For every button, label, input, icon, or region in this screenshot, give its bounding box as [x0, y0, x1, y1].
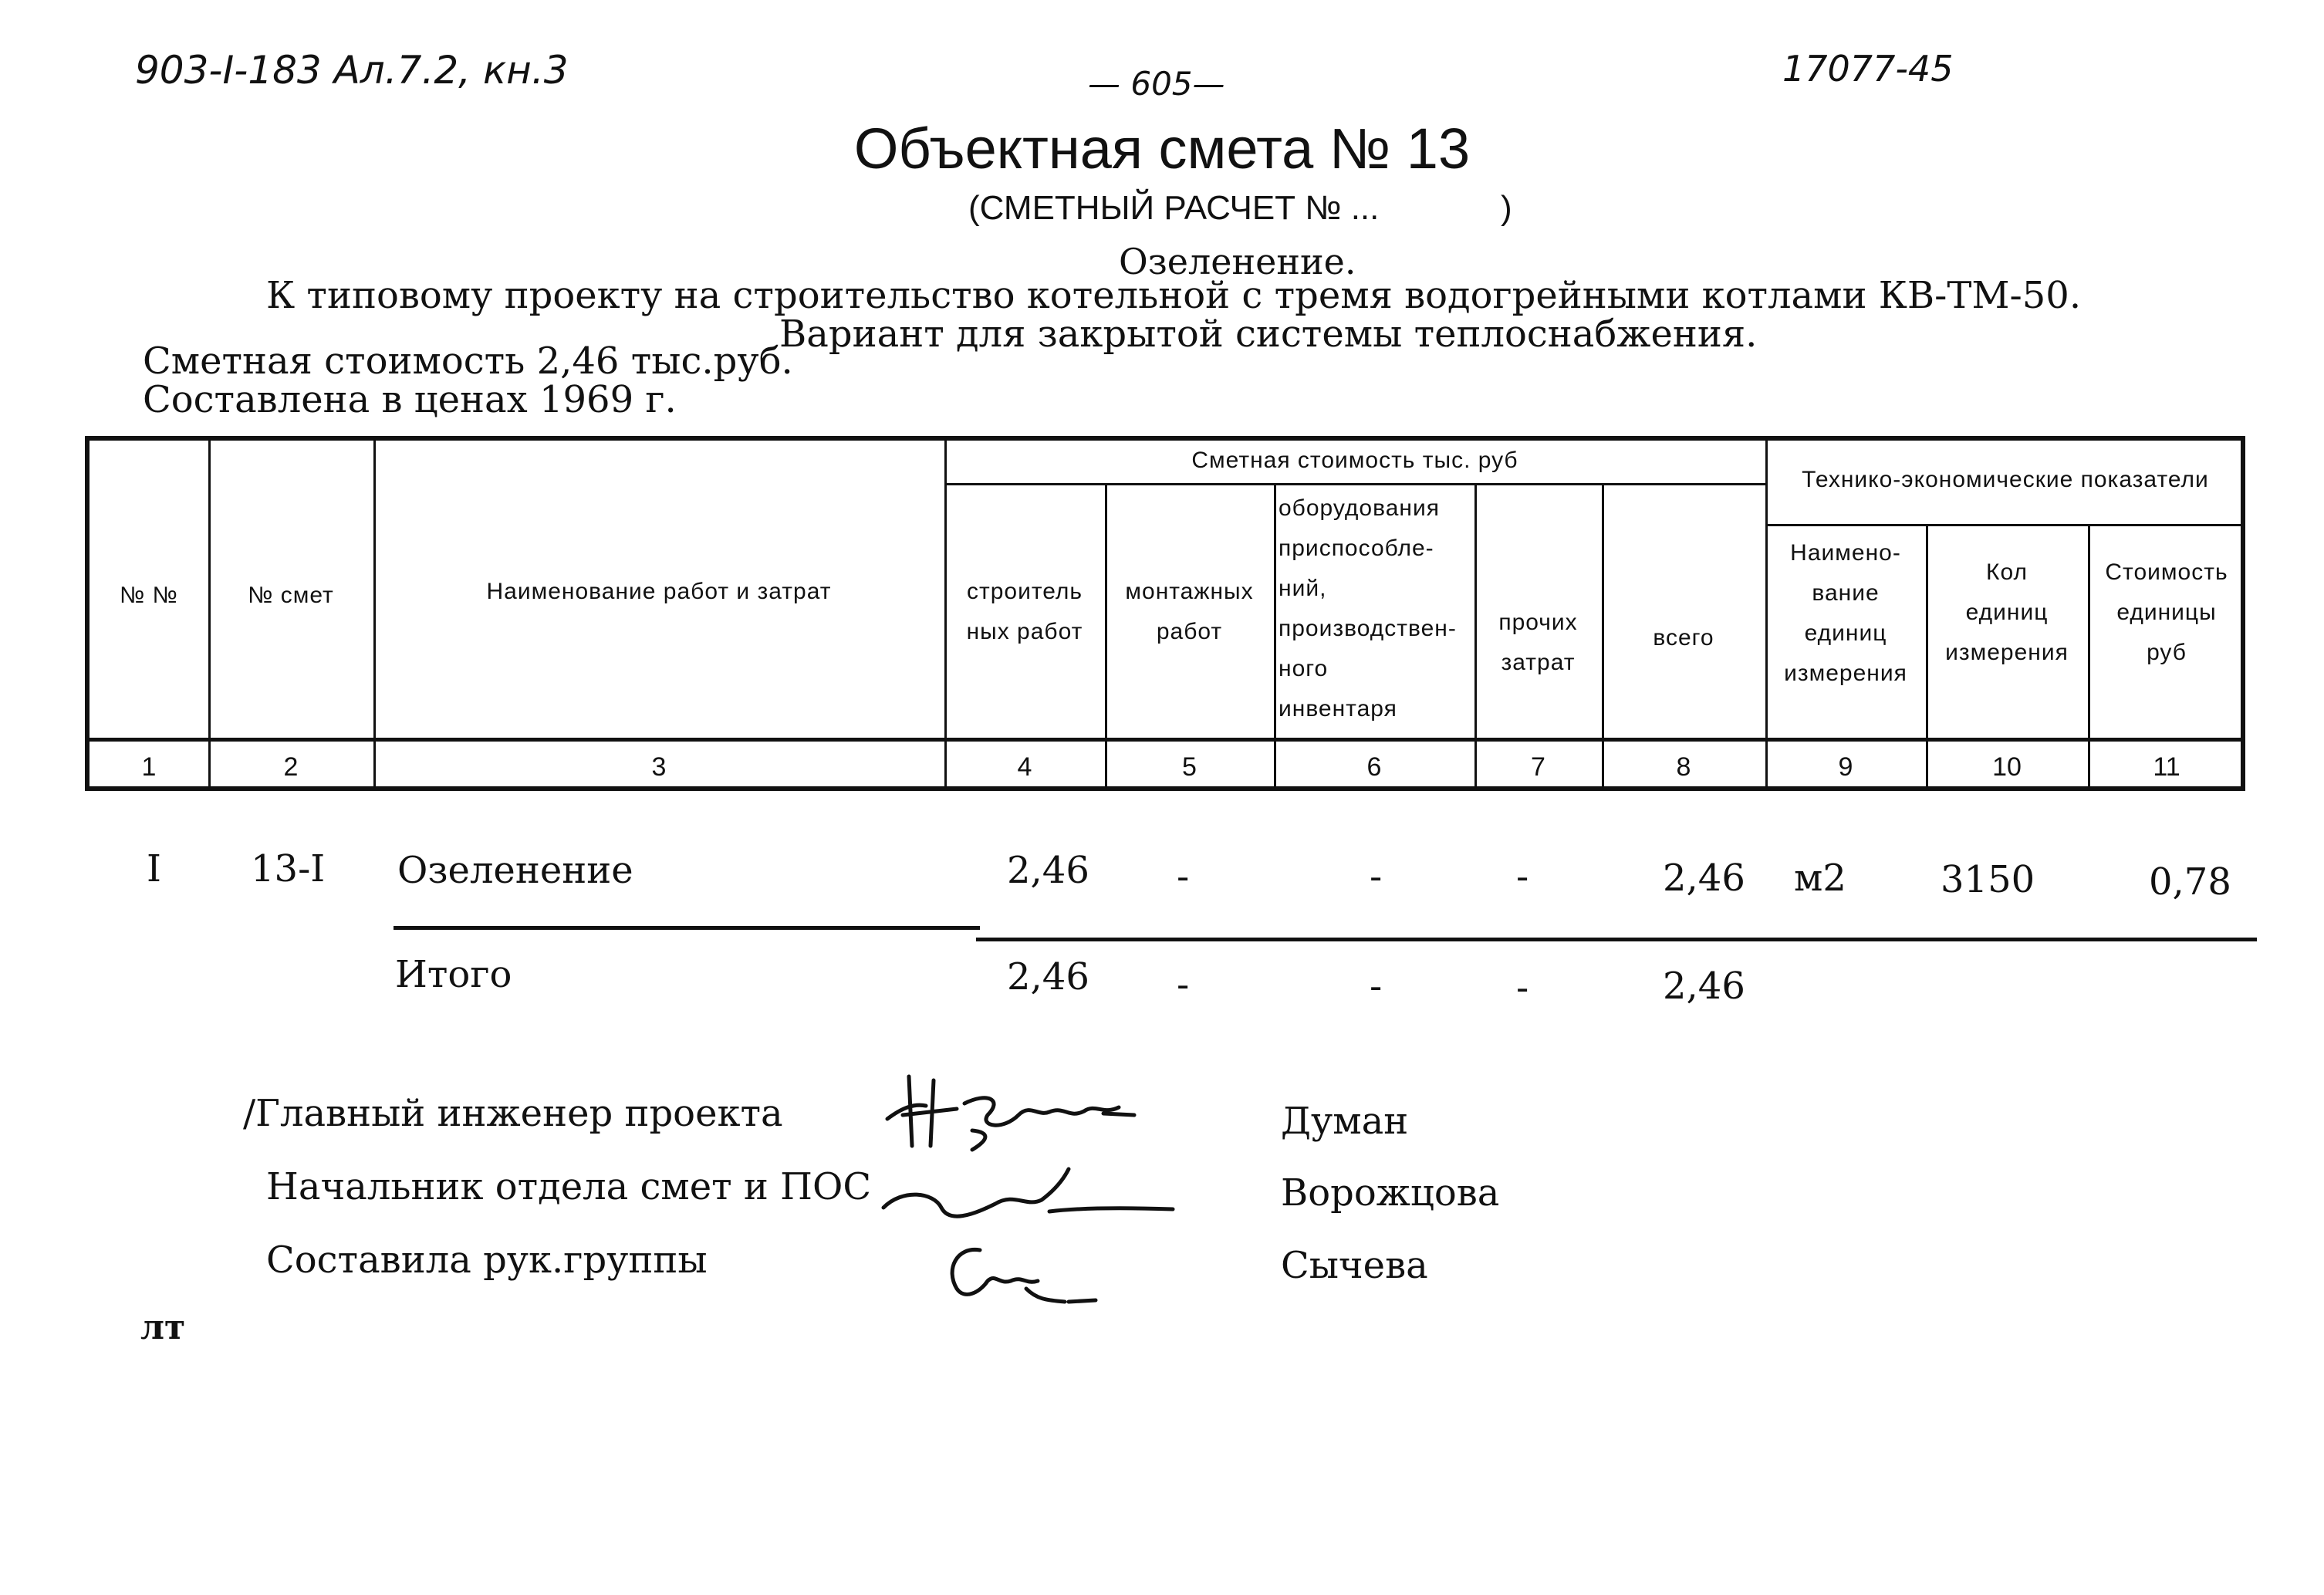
estimated-cost: Сметная стоимость 2,46 тыс.руб. [143, 340, 793, 383]
column-header-no: № № [120, 583, 178, 608]
column-number: 2 [283, 752, 299, 782]
row-total-cost: 2,46 [1663, 857, 1745, 900]
row-estimate-number: 13-I [251, 847, 326, 890]
row-other-cost: - [1516, 855, 1529, 898]
document-subtitle: (СМЕТНЫЙ РАСЧЕТ № ... [968, 189, 1380, 227]
column-number: 8 [1676, 752, 1691, 782]
row-unit: м2 [1794, 857, 1846, 900]
signature-role: Начальник отдела смет и ПОС [266, 1165, 872, 1208]
column-number: 10 [1992, 752, 2022, 782]
column-header-equipment: оборудования приспособле- ний, производствен- ного инвентаря [1279, 495, 1457, 721]
column-number: 7 [1531, 752, 1545, 782]
row-quantity: 3150 [1941, 858, 2035, 901]
total-label: Итого [395, 953, 512, 996]
group-header-cost: Сметная стоимость тыс. руб [1191, 448, 1518, 473]
underline-name [394, 926, 980, 930]
section-name: Озеленение. [1119, 241, 1356, 282]
column-header-unit-name: Наимено- вание единиц измерения [1784, 540, 1907, 686]
signature-role: /Главный инженер проекта [243, 1092, 783, 1135]
column-header-total: всего [1653, 625, 1714, 651]
row-unit-cost: 0,78 [2149, 860, 2231, 904]
handwritten-signatures [872, 1061, 1242, 1316]
column-number: 1 [141, 752, 157, 782]
signature-name: Думан [1281, 1100, 1409, 1143]
column-header-construction: строитель ных работ [966, 579, 1083, 644]
document-subtitle-close: ) [1501, 189, 1512, 227]
document-code: 903-I-183 Ал.7.2, кн.3 [135, 48, 569, 93]
total-installation-cost: - [1177, 963, 1190, 1006]
column-number: 6 [1366, 752, 1382, 782]
column-number: 3 [651, 752, 667, 782]
prices-year: Составлена в ценах 1969 г. [143, 378, 677, 421]
underline-values [976, 938, 2257, 941]
footer-mark: лт [140, 1308, 186, 1347]
estimate-header-table [85, 436, 2245, 791]
column-header-unit-quantity: Кол единиц измерения [1945, 559, 2069, 665]
group-header-tech: Технико-экономические показатели [1802, 467, 2209, 492]
signature-role: Составила рук.группы [266, 1238, 708, 1282]
description-line-1: К типовому проекту на строительство котельной с тремя водогрейными котлами КВ-ТМ-50. [266, 274, 2082, 317]
total-cost: 2,46 [1663, 965, 1745, 1008]
signature-name: Сычева [1281, 1244, 1428, 1287]
document-title: Объектная смета № 13 [853, 117, 1471, 181]
row-construction-cost: 2,46 [1007, 849, 1089, 892]
page-number: — 605— [1088, 65, 1225, 103]
column-number: 9 [1838, 752, 1853, 782]
archive-number: 17077-45 [1782, 48, 1954, 90]
total-other-cost: - [1516, 966, 1529, 1009]
column-header-work-name: Наименование работ и затрат [486, 579, 832, 604]
column-header-unit-cost: Стоимость единицы руб [2105, 559, 2228, 665]
column-number: 5 [1182, 752, 1197, 782]
description-line-2: Вариант для закрытой системы теплоснабжения. [779, 313, 1758, 356]
column-header-other: прочих затрат [1498, 610, 1578, 675]
column-header-estimate-no: № смет [248, 583, 334, 608]
total-equipment-cost: - [1370, 965, 1383, 1008]
signature-name: Ворожцова [1281, 1171, 1500, 1215]
column-number: 11 [2153, 752, 2180, 782]
total-construction-cost: 2,46 [1007, 955, 1089, 999]
row-installation-cost: - [1177, 855, 1190, 898]
row-work-name: Озеленение [397, 849, 633, 892]
column-number: 4 [1017, 752, 1032, 782]
column-header-installation: монтажных работ [1125, 579, 1254, 644]
row-number: I [147, 847, 161, 890]
row-equipment-cost: - [1370, 855, 1383, 898]
